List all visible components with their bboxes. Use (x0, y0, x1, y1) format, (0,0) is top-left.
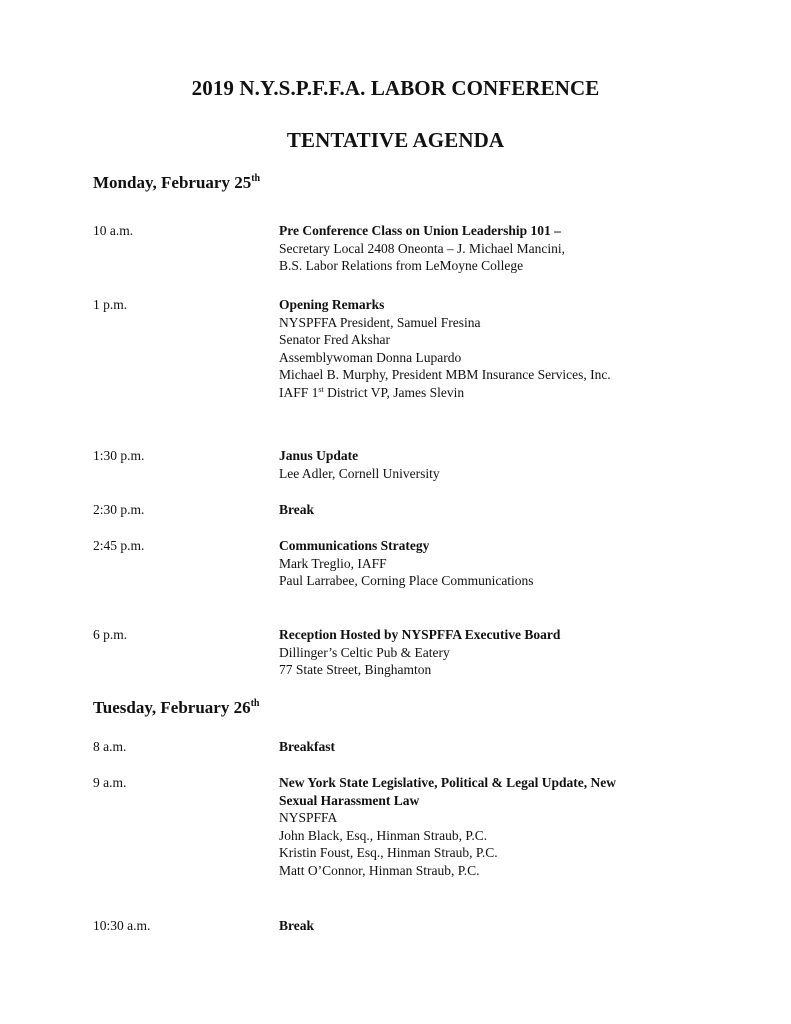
entry-content (279, 537, 699, 590)
day-heading-monday (93, 173, 260, 193)
entry-heading: Sexual Harassment Law (279, 792, 420, 808)
entry-heading: Janus Update (279, 448, 359, 463)
line-text: District VP, James Slevin (323, 384, 465, 400)
entry-content (279, 774, 699, 880)
entry-heading: Opening Remarks (279, 297, 385, 312)
entry-line: NYSPFFA (279, 810, 338, 826)
entry-line: Matt O’Connor, Hinman Straub, P.C. (279, 862, 480, 878)
entry-time: 1:30 p.m. (93, 448, 145, 463)
entry-line: Dillinger’s Celtic Pub & Eatery (279, 644, 450, 660)
entry-content (279, 296, 699, 402)
document-subtitle: TENTATIVE AGENDA (286, 128, 505, 152)
document-title: 2019 N.Y.S.P.F.F.A. LABOR CONFERENCE (191, 76, 600, 100)
entry-time: 10:30 a.m. (93, 918, 151, 933)
entry-content (279, 626, 699, 679)
entry-heading: Break (279, 502, 315, 517)
entry-line: Assemblywoman Donna Lupardo (279, 349, 462, 365)
entry-line: Mark Treglio, IAFF (279, 555, 387, 571)
entry-line: Lee Adler, Cornell University (279, 465, 440, 481)
entry-content (279, 501, 699, 519)
day-label: Tuesday, February 26 (93, 698, 251, 717)
entry-line: Paul Larrabee, Corning Place Communications (279, 573, 534, 589)
entry-line: 77 State Street, Binghamton (279, 662, 432, 678)
entry-time: 1 p.m. (93, 297, 128, 312)
entry-line: Senator Fred Akshar (279, 332, 390, 348)
entry-content (279, 917, 699, 935)
entry-time: 2:30 p.m. (93, 502, 145, 517)
entry-heading: New York State Legislative, Political & Legal Update, New (279, 775, 616, 790)
entry-content (279, 447, 699, 482)
entry-line: Michael B. Murphy, President MBM Insurance Services, Inc. (279, 367, 611, 383)
entry-heading: Pre Conference Class on Union Leadership 101 – (279, 223, 561, 238)
entry-line: Kristin Foust, Esq., Hinman Straub, P.C. (279, 845, 498, 861)
entry-heading: Breakfast (279, 739, 335, 754)
entry-content (279, 738, 699, 756)
day-label: Monday, February 25 (93, 173, 252, 192)
entry-line: Secretary Local 2408 Oneonta – J. Michael Mancini, (279, 240, 566, 256)
entry-time: 8 a.m. (93, 739, 127, 754)
entry-heading: Reception Hosted by NYSPFFA Executive Board (279, 627, 561, 642)
entry-content (279, 222, 699, 275)
day-suffix: th (250, 698, 260, 709)
entry-line (279, 384, 699, 402)
entry-time: 6 p.m. (93, 627, 128, 642)
day-suffix: th (251, 173, 261, 184)
line-superscript: st (318, 384, 324, 394)
entry-line: B.S. Labor Relations from LeMoyne College (279, 258, 524, 274)
line-text: IAFF 1 (279, 384, 319, 400)
entry-time: 10 a.m. (93, 223, 134, 238)
entry-time: 9 a.m. (93, 775, 127, 790)
entry-line: NYSPFFA President, Samuel Fresina (279, 314, 481, 330)
entry-heading: Communications Strategy (279, 538, 430, 553)
day-heading-tuesday (93, 698, 260, 718)
entry-line: John Black, Esq., Hinman Straub, P.C. (279, 827, 488, 843)
entry-time: 2:45 p.m. (93, 538, 145, 553)
entry-heading: Break (279, 918, 315, 933)
